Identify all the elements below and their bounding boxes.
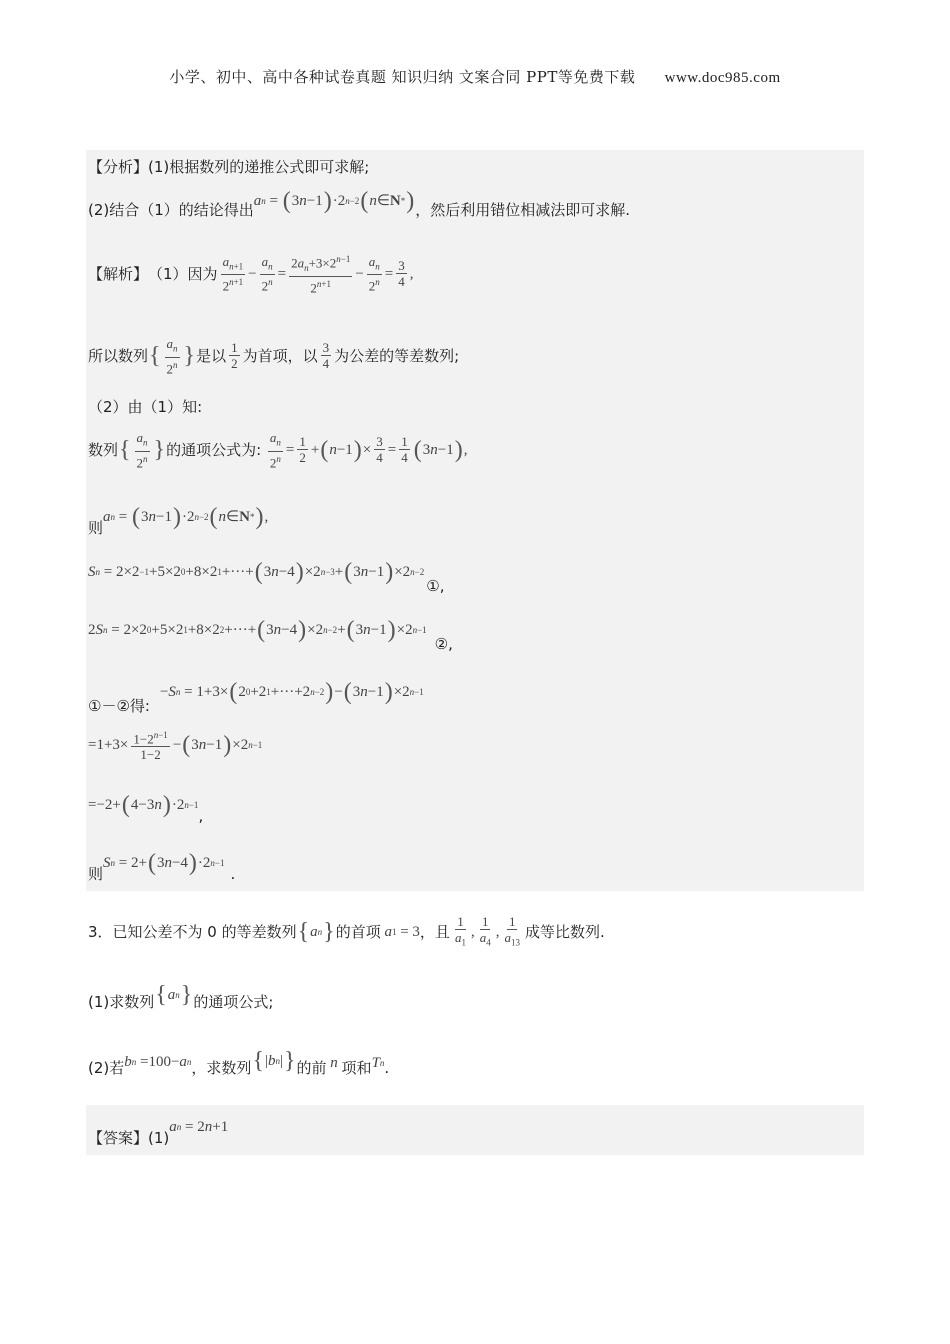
problem3-q1: (1)求数列 { a n } 的通项公式; bbox=[88, 982, 274, 1011]
formula-an: a n = ( 3 n −1 ) ·2 n−2 ( n ∈ N * ) bbox=[253, 188, 415, 214]
page-header bbox=[0, 66, 950, 87]
solution-line-1: 【解析】 （1）因为 $\frac{a_{n+1}}{2^{n+1}}$ − $\frac{a_n}{2^n}$ = $\frac{2a_n+3\times 2^{n-1}}{2^{n+1}}$ − $\frac{a_n}{2^n}$ = $\frac{3}{4}$ , bbox=[88, 253, 414, 296]
problem3-q2: (2)若 b n =100− a n ，求数列 { | b n | } 的前 n 项和 T n . bbox=[88, 1048, 390, 1077]
answer-line: 【答案】 (1) a n = 2 n +1 bbox=[88, 1119, 229, 1147]
solution-line-9: =1+3× $\frac{1-2^{n-1}}{1-2}$ − ( 3 n −1 ) ×2 n−1 bbox=[88, 730, 263, 763]
solution-line-6: S n = 2×2 −1 +5×2 0 +8×2 1 +···+ ( 3 n −4 ) ×2 n−3 + ( 3 n −1 ) ×2 n−2 ①, bbox=[88, 559, 445, 595]
answer-tag: 【答案】 bbox=[88, 1129, 149, 1147]
analysis-line-1: 【分析】 (1)根据数列的递推公式即可求解; bbox=[88, 158, 370, 176]
formula-sn: S n = 2×2 −1 +5×2 0 +8×2 1 +···+ ( 3 n −4 ) ×2 n−3 + ( 3 n −1 ) ×2 n−2 bbox=[88, 559, 425, 585]
solution-line-4: 数列 { $\frac{a_n}{2^n}$ } 的通项公式为: $\frac{a_n}{2^n}$ = $\frac{1}{2}$ + ( n −1 ) × $\frac{3}{4}$ = $\frac{1}{4}$ ( 3 n −1 ) , bbox=[88, 430, 468, 470]
problem3-stem: 3．已知公差不为 0 的等差数列 { a n } 的首项 a 1 = 3 ，且 $\frac{1}{a_1}$ , $\frac{1}{a_4}$ , $\frac{1}{a_{13}}$ 成等比数列. bbox=[88, 914, 605, 948]
solution-line-8: ①－②得: − S n = 1+3× ( 2 0 +2 1 +···+2 n−2 ) − ( 3 n −1 ) ×2 n−1 bbox=[88, 679, 424, 715]
solution-line-11: 则 S n = 2+ ( 3 n −4 ) ·2 n−1 . bbox=[88, 850, 236, 883]
formula-sn-final: S n = 2+ ( 3 n −4 ) ·2 n−1 bbox=[103, 850, 225, 876]
solution-line-3: （2）由（1）知: bbox=[88, 398, 203, 416]
solution-line-7: 2 S n = 2×2 0 +5×2 1 +8×2 2 +···+ ( 3 n −4 ) ×2 n−2 + ( 3 n −1 ) ×2 n−1 ②, bbox=[88, 617, 453, 653]
formula-2sn: 2 S n = 2×2 0 +5×2 1 +8×2 2 +···+ ( 3 n −4 ) ×2 n−2 + ( 3 n −1 ) ×2 n−1 bbox=[88, 617, 427, 643]
solution-line-5: 则 a n = ( 3 n −1 ) ·2 n−2 ( n ∈ N * ) , bbox=[88, 504, 269, 537]
formula-general: $\frac{a_n}{2^n}$ = $\frac{1}{2}$ + ( n −1 ) × $\frac{3}{4}$ = $\frac{1}{4}$ ( 3 n −1 ) , bbox=[269, 430, 468, 470]
analysis-line-2: (2)结合（1）的结论得出 a n = ( 3 n −1 ) ·2 n−2 ( n ∈ N * ) ，然后利用错位相减法即可求解. bbox=[88, 188, 631, 219]
formula-diff: − S n = 1+3× ( 2 0 +2 1 +···+2 n−2 ) − ( 3 n −1 ) ×2 n−1 bbox=[159, 679, 424, 705]
header-title: 小学、初中、高中各种试卷真题 知识归纳 文案合同 PPT等免费下载 bbox=[169, 68, 636, 86]
formula-recurrence: $\frac{a_{n+1}}{2^{n+1}}$ − $\frac{a_n}{2^n}$ = $\frac{2a_n+3\times 2^{n-1}}{2^{n+1}}$ − $\frac{a_n}{2^n}$ = $\frac{3}{4}$ , bbox=[222, 253, 414, 296]
solution-line-10: =−2+ ( 4−3 n ) ·2 n−1 , bbox=[88, 792, 204, 825]
solution-line-2: 所以数列 { $\frac{a_n}{2^n}$ } 是以 $\frac{1}{2}$ 为首项，以 $\frac{3}{4}$ 为公差的等差数列; bbox=[88, 336, 460, 376]
analysis-tag: 【分析】 bbox=[88, 158, 149, 176]
header-site: www.doc985.com bbox=[664, 70, 781, 86]
solution-tag: 【解析】 bbox=[88, 264, 149, 283]
